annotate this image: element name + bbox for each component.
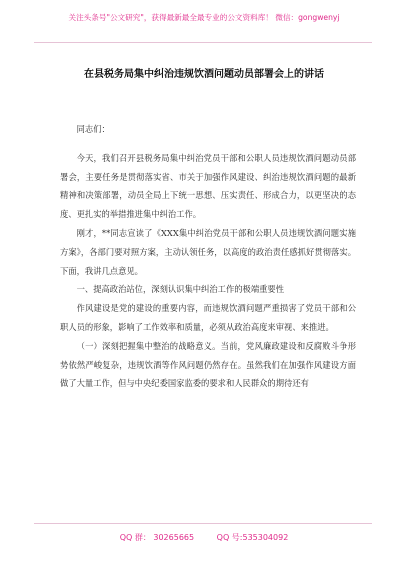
- document-body: [60, 120, 356, 393]
- header-divider: [34, 42, 372, 43]
- paragraph: 作风建设是党的建设的重要内容，而违规饮酒问题严重损害了党员干部和公职人员的形象，影响了工作效率和质量，必须从政治高度来审视、来推进。: [60, 303, 356, 332]
- footer-note: [0, 532, 408, 543]
- paragraph: （一）深刻把握集中整治的战略意义。当前，党风廉政建设和反腐败斗争形势依然严峻复杂，违规饮酒等作风问题仍然存在。虽然我们在加强作风建设方面做了大量工作，但与中央纪委国家监委的要求和人民群众的期待还有: [60, 340, 356, 389]
- header-note: 关注头条号"公文研究"，获得最新最全最专业的公文资料库！ 微信：gongwenyj: [68, 13, 340, 22]
- paragraph: 刚才，**同志宣读了《XXX集中纠治党员干部和公职人员违规饮酒问题实施方案》，各部门要对照方案，主动认领任务，以高度的政治责任感抓好贯彻落实。下面，我讲几点意见。: [60, 227, 356, 276]
- salutation: 同志们：: [76, 124, 110, 134]
- section-heading: 一、提高政治站位，深刻认识集中纠治工作的极端重要性: [76, 284, 285, 295]
- footer-divider: [34, 523, 372, 524]
- footer-qq-group: QQ 群： 30265665: [119, 533, 195, 542]
- document-title: 在县税务局集中纠治违规饮酒问题动员部署会上的讲话: [84, 69, 324, 80]
- paragraph: 今天，我们召开县税务局集中纠治党员干部和公职人员违规饮酒问题动员部署会，主要任务是贯彻落实省、市关于加强作风建设、纠治违规饮酒问题的最新精神和决策部署，动员全局上下统一思想、压实责任、形成合力，以更坚决的态度、更扎实的举措推进集中纠治工作。: [60, 152, 356, 220]
- footer-qq-number: QQ 号:535304092: [216, 533, 289, 542]
